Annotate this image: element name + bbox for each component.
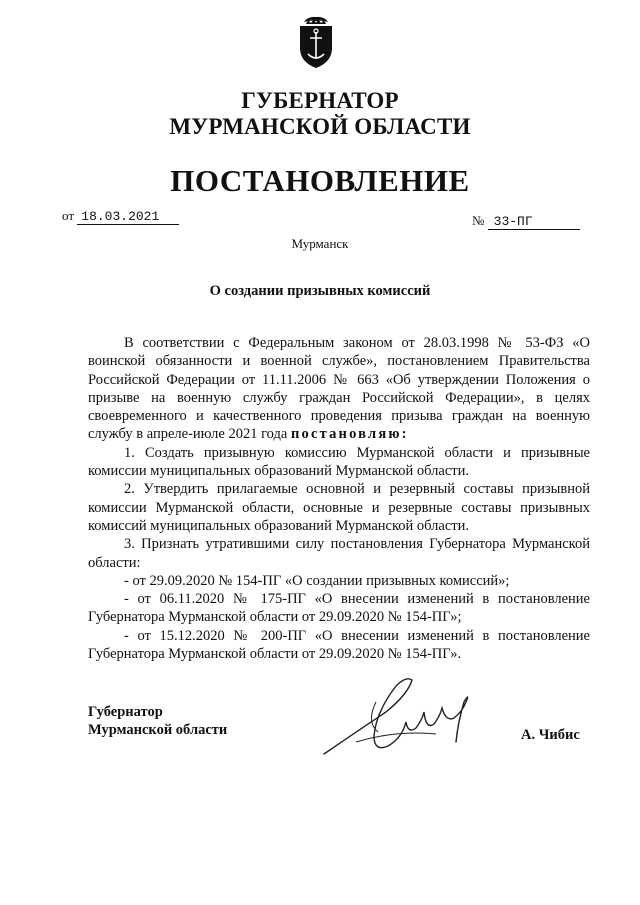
- coat-of-arms-icon: [294, 14, 338, 70]
- handwritten-signature-icon: [316, 672, 486, 762]
- organization-line-1: ГУБЕРНАТОР: [241, 88, 399, 113]
- signatory-name: А. Чибис: [521, 727, 580, 743]
- sub-item-3: - от 15.12.2020 № 200-ПГ «О внесении изменений в постановление Губернатора Мурманской области от 29.09.2020 № 154-ПГ».: [88, 627, 590, 663]
- signatory-position-line-2: Мурманской области: [88, 722, 228, 738]
- date-prefix: от: [62, 208, 75, 223]
- document-title: О создании призывных комиссий: [209, 283, 431, 299]
- item-2: 2. Утвердить прилагаемые основной и резервный составы призывной комиссии Мурманской области, основные и резервные составы призывных комиссий муниципальных образований Мурманской области.: [88, 481, 590, 534]
- number-field: [472, 213, 580, 230]
- city: Мурманск: [291, 236, 349, 251]
- resolution-keyword: постановляю:: [290, 426, 409, 443]
- number-prefix: №: [472, 213, 485, 228]
- document-body: [88, 334, 590, 663]
- document-type: ПОСТАНОВЛЕНИЕ: [170, 163, 470, 198]
- date-field: [62, 208, 179, 225]
- item-1: 1. Создать призывную комиссию Мурманской области и призывные комиссии муниципальных образований Мурманской области.: [88, 444, 590, 480]
- sub-item-1: - от 29.09.2020 № 154-ПГ «О создании призывных комиссий»;: [124, 572, 510, 589]
- signatory-position-line-1: Губернатор: [88, 704, 163, 720]
- number-value: 33-ПГ: [488, 214, 580, 230]
- item-3: 3. Признать утратившими силу постановления Губернатора Мурманской области:: [88, 536, 590, 571]
- date-value: 18.03.2021: [77, 209, 179, 225]
- signatory-position: [88, 703, 227, 739]
- organization-line-2: МУРМАНСКОЙ ОБЛАСТИ: [169, 114, 471, 139]
- sub-item-2: - от 06.11.2020 № 175-ПГ «О внесении изменений в постановление Губернатора Мурманской области от 29.09.2020 № 154-ПГ»;: [88, 591, 590, 626]
- intro-text: В соответствии с Федеральным законом от 28.03.1998 № 53-ФЗ «О воинской обязанности и военной службе», постановлением Правительства Российской Федерации от 11.11.2006 № 663 «Об утверждении Положения о призыве на военную службу граждан Российской Федерации», в целях своевременного и качественного проведения призыва граждан на военную службу в апреле-июле 2021 года: [88, 335, 590, 443]
- intro-paragraph: [88, 334, 590, 444]
